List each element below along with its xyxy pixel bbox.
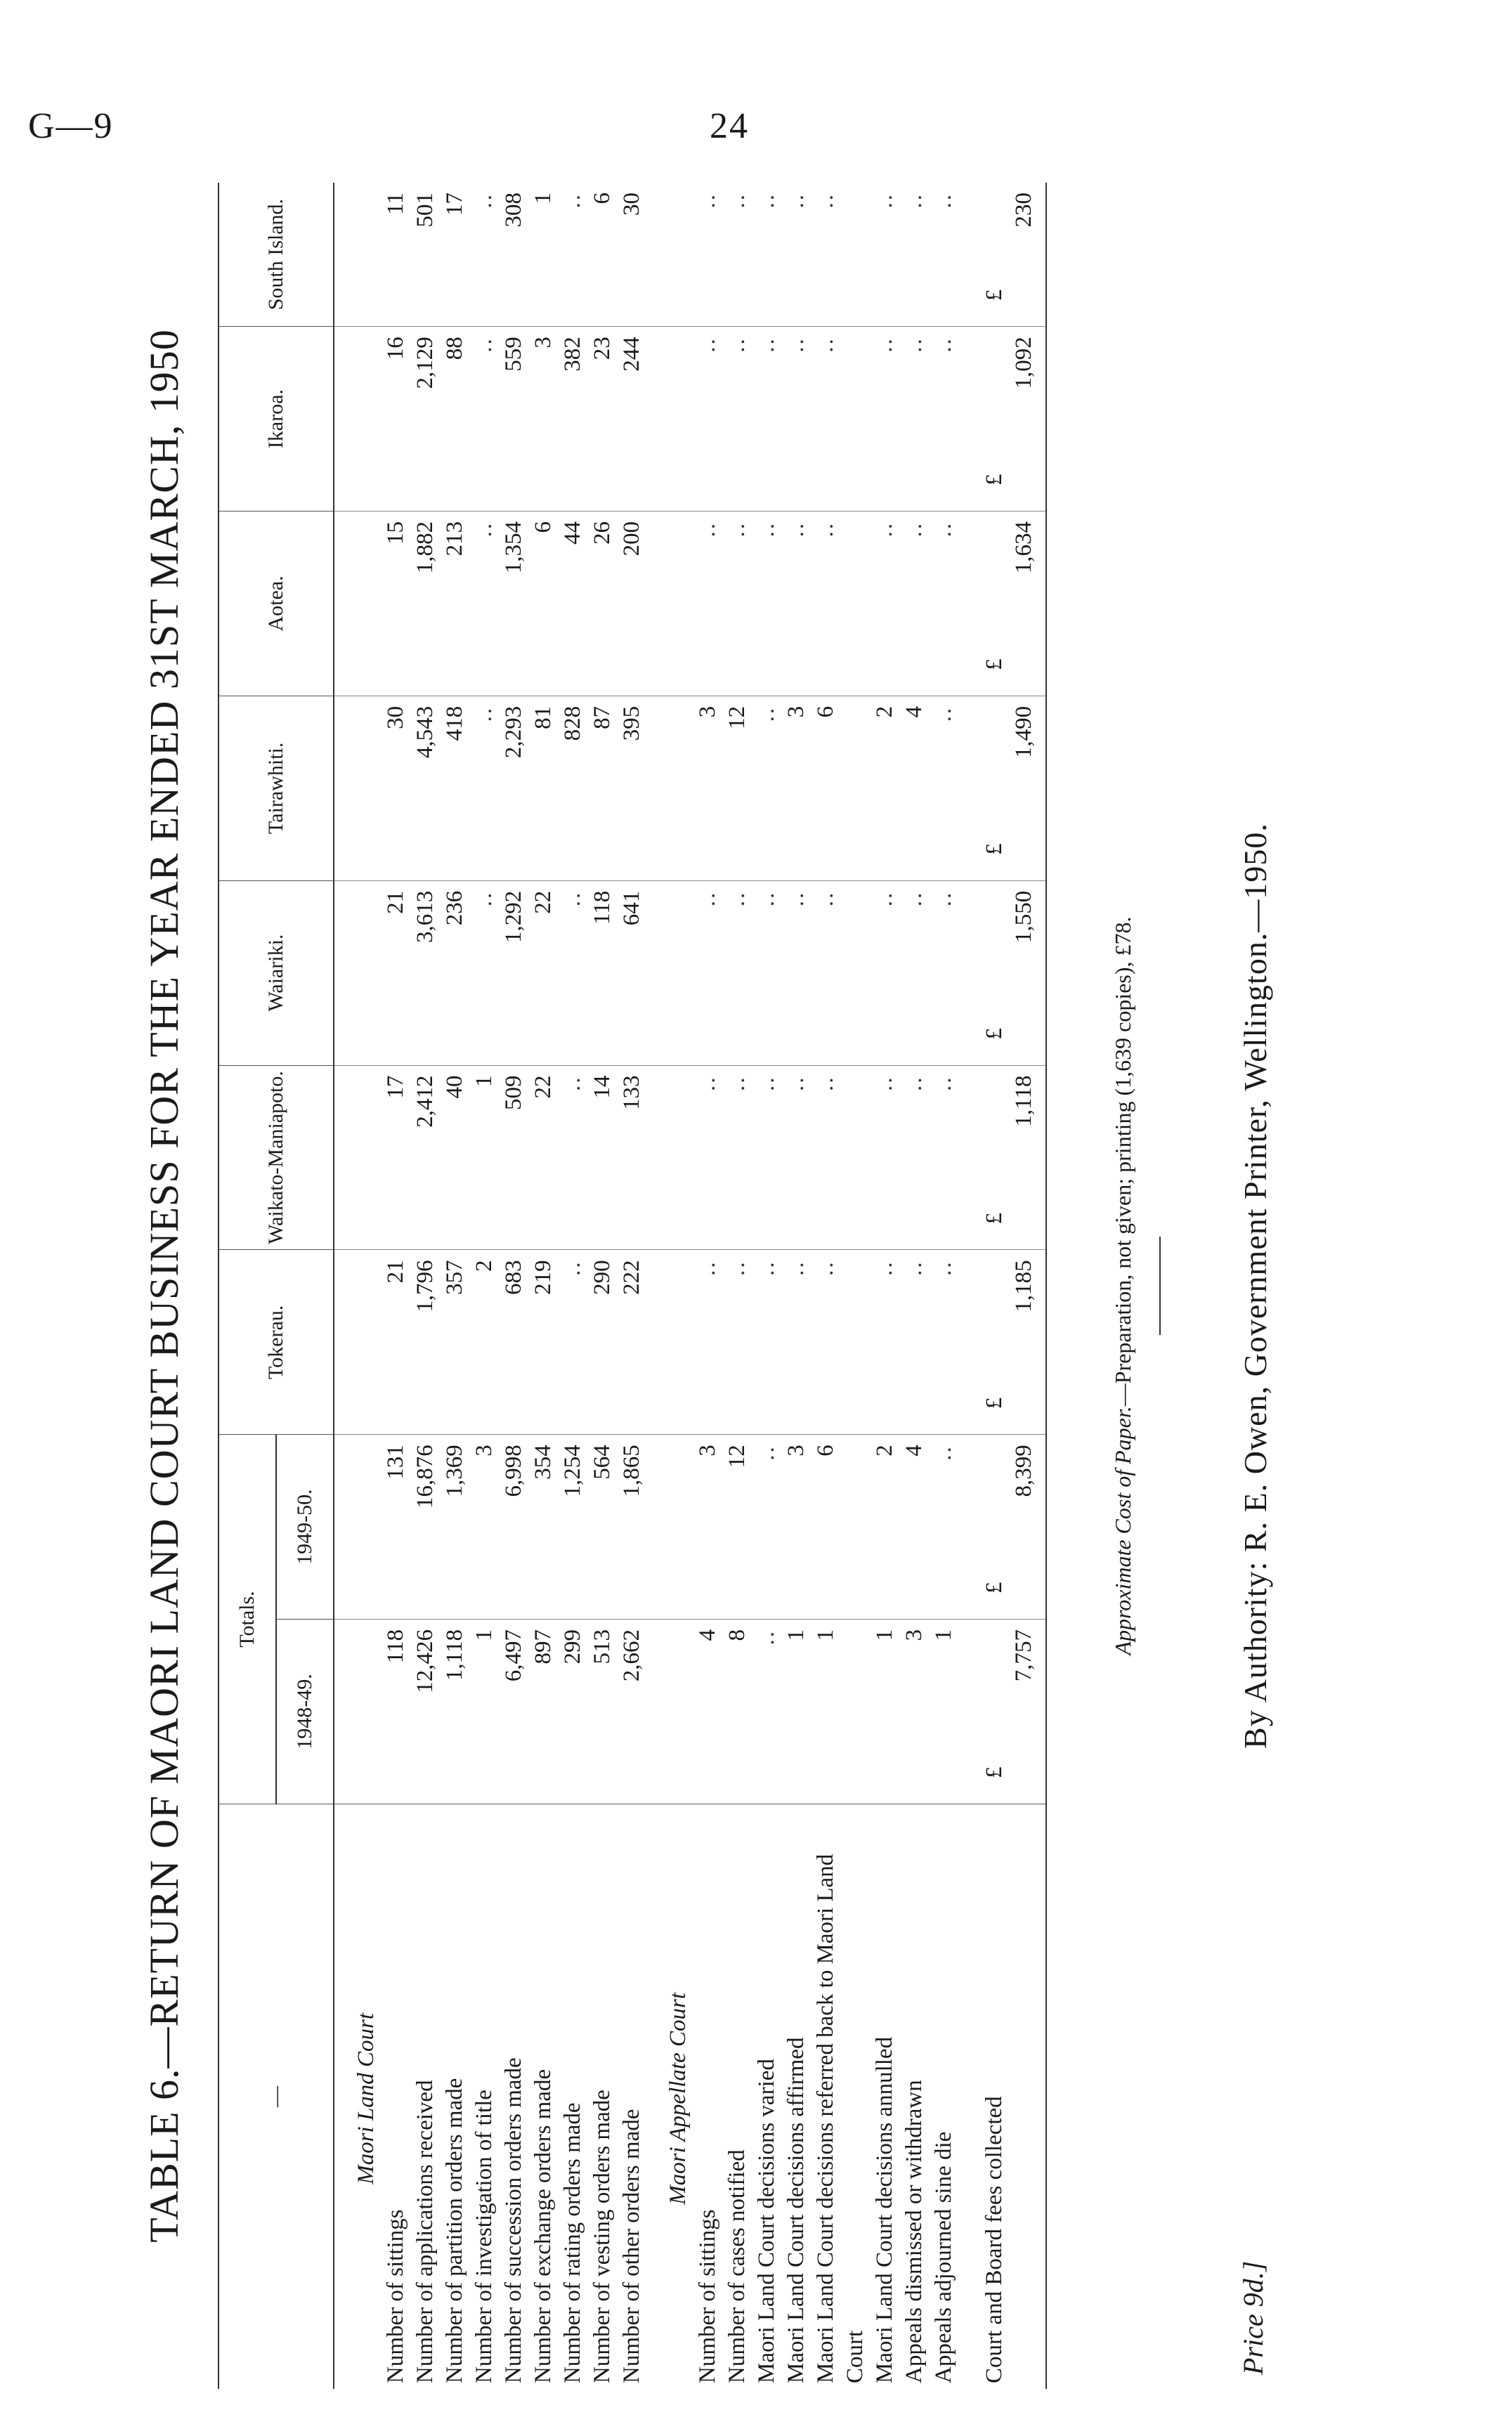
table-cell: .. [722, 1250, 752, 1435]
table-cell: .. [929, 880, 958, 1065]
table-cell: 1,292 [499, 880, 528, 1065]
table-cell: 299 [558, 1620, 587, 1804]
row-label: Number of vesting orders made [587, 1804, 617, 2389]
table-cell: 133 [617, 1065, 646, 1250]
table-cell: 131 [381, 1435, 410, 1620]
table-cell: .. [872, 193, 897, 209]
table-cell: .. [781, 1250, 811, 1435]
empty-cell [958, 880, 979, 1065]
table-cell: .. [929, 696, 958, 880]
fee-value: 1,092 [1011, 337, 1036, 389]
row-label: Number of sittings [693, 1804, 722, 2389]
table-cell: 22 [528, 880, 558, 1065]
empty-cell [646, 1065, 693, 1250]
table-cell: 244 [617, 327, 646, 512]
table-cell: 1 [469, 1065, 499, 1250]
page-reference: G—9 [28, 106, 114, 146]
table-cell: .. [558, 880, 587, 1065]
table-cell: .. [870, 1065, 899, 1250]
table-cell: 44 [558, 512, 587, 696]
table-row [929, 183, 958, 2389]
table-cell: .. [781, 880, 811, 1065]
empty-cell [646, 1250, 693, 1435]
table-cell: 1 [811, 1620, 870, 1804]
empty-cell [646, 696, 693, 880]
table-cell: .. [469, 880, 499, 1065]
empty-cell [646, 1435, 693, 1620]
table-cell: .. [693, 327, 722, 512]
pound-sign: £ [982, 289, 1007, 301]
table-cell: .. [752, 1435, 781, 1620]
empty-cell [334, 1065, 381, 1250]
section-heading-row [646, 183, 693, 2389]
fee-value: 8,399 [1011, 1445, 1036, 1497]
table-cell: 219 [528, 1250, 558, 1435]
row-label: Court and Board fees collected [979, 1804, 1046, 2389]
table-cell: .. [899, 1065, 929, 1250]
fee-cell [979, 183, 1046, 327]
table-cell: .. [781, 327, 811, 512]
table-cell: .. [752, 512, 781, 696]
table-cell: 2,412 [410, 1065, 440, 1250]
table-cell: .. [899, 880, 929, 1065]
table-cell: 12,426 [410, 1620, 440, 1804]
row-label: Maori Land Court decisions annulled [870, 1804, 899, 2389]
table-row [617, 183, 646, 2389]
table-cell: 395 [617, 696, 646, 880]
table-cell: .. [870, 1250, 899, 1435]
table-cell: .. [899, 327, 929, 512]
pound-sign: £ [982, 843, 1007, 855]
column-header-tairawhiti: Tairawhiti. [219, 696, 334, 880]
row-label: Number of exchange orders made [528, 1804, 558, 2389]
table-cell: 17 [442, 193, 467, 216]
table-cell: .. [811, 327, 870, 512]
table-cell: 1,369 [440, 1435, 469, 1620]
table-cell: .. [929, 512, 958, 696]
pound-sign: £ [982, 1397, 1007, 1409]
empty-cell [958, 1250, 979, 1435]
table-cell: 26 [587, 512, 617, 696]
fee-value: 1,490 [1011, 705, 1036, 759]
table-cell: .. [870, 512, 899, 696]
table-cell: .. [693, 1250, 722, 1435]
table-cell: 14 [587, 1065, 617, 1250]
empty-cell [646, 183, 693, 327]
table-row [899, 183, 929, 2389]
table-row [410, 183, 440, 2389]
pound-sign: £ [982, 1028, 1007, 1040]
table-cell: 513 [587, 1620, 617, 1804]
column-header-1948-49: 1948-49. [276, 1620, 334, 1804]
table-cell: .. [471, 193, 497, 209]
table-cell: 8 [722, 1620, 752, 1804]
table-cell: 418 [440, 696, 469, 880]
row-label: Number of succession orders made [499, 1804, 528, 2389]
section-heading: Maori Land Court [334, 1804, 381, 2389]
table-cell: .. [469, 327, 499, 512]
table-cell: 559 [499, 327, 528, 512]
table-row [558, 183, 587, 2389]
empty-cell [646, 327, 693, 512]
table-cell: .. [469, 696, 499, 880]
section-heading-row [334, 183, 381, 2389]
table-cell: .. [870, 327, 899, 512]
table-cell: .. [693, 880, 722, 1065]
footer-rule [1159, 1237, 1161, 1335]
table-cell: .. [469, 512, 499, 696]
table-cell: 897 [528, 1620, 558, 1804]
table-cell: 3 [693, 696, 722, 880]
table-cell: .. [754, 193, 779, 209]
table-cell: 12 [722, 696, 752, 880]
fee-value: 1,634 [1011, 521, 1036, 574]
table-row [381, 183, 410, 2389]
empty-cell [958, 1620, 979, 1804]
table-cell: .. [811, 512, 870, 696]
table-cell: 4,543 [410, 696, 440, 880]
table-cell: .. [811, 880, 870, 1065]
table-cell: 17 [381, 1065, 410, 1250]
spacer-row [958, 183, 979, 2389]
table-cell: 21 [381, 880, 410, 1065]
table-cell: 2 [870, 1435, 899, 1620]
section-heading: Maori Appellate Court [646, 1804, 693, 2389]
table-cell: 3 [781, 696, 811, 880]
table-cell: 357 [440, 1250, 469, 1435]
table-cell: 4 [899, 696, 929, 880]
table-row [811, 183, 870, 2389]
table-body [334, 183, 1046, 2389]
table-cell: 1 [781, 1620, 811, 1804]
table-cell: 213 [440, 512, 469, 696]
empty-cell [334, 183, 381, 327]
table-cell: 382 [558, 327, 587, 512]
table-row [469, 183, 499, 2389]
table-cell: .. [811, 1065, 870, 1250]
table-cell: .. [899, 1250, 929, 1435]
empty-cell [334, 1620, 381, 1804]
table-cell: .. [752, 1250, 781, 1435]
rotated-page [141, 183, 1391, 2389]
table-cell: 6,998 [499, 1435, 528, 1620]
table-cell: 3 [781, 1435, 811, 1620]
column-header-waikato: Waikato-Maniapoto. [219, 1065, 334, 1250]
table-cell: 290 [587, 1250, 617, 1435]
pound-sign: £ [982, 1212, 1007, 1225]
row-label: Appeals dismissed or withdrawn [899, 1804, 929, 2389]
table-cell: .. [929, 1065, 958, 1250]
column-header-south-island: South Island. [219, 183, 334, 327]
column-header-waiariki: Waiariki. [219, 880, 334, 1065]
table-cell: 564 [587, 1435, 617, 1620]
fee-cell [979, 1620, 1046, 1804]
table-cell: 1,882 [410, 512, 440, 696]
row-label: Maori Land Court decisions affirmed [781, 1804, 811, 2389]
row-label: Appeals adjourned sine die [929, 1804, 958, 2389]
table-cell: .. [811, 1250, 870, 1435]
table-cell: 6 [811, 1435, 870, 1620]
empty-cell [958, 512, 979, 696]
table-cell: 22 [528, 1065, 558, 1250]
empty-cell [646, 1620, 693, 1804]
table-cell: 1,796 [410, 1250, 440, 1435]
table-cell: .. [899, 512, 929, 696]
table-cell: .. [558, 1065, 587, 1250]
row-label: Number of cases notified [722, 1804, 752, 2389]
pound-sign: £ [982, 658, 1007, 670]
row-label: Maori Land Court decisions varied [752, 1804, 781, 2389]
empty-cell [334, 880, 381, 1065]
table-cell: 87 [587, 696, 617, 880]
table-cell: .. [901, 193, 927, 209]
table-cell: 3 [528, 327, 558, 512]
table-cell: 3 [469, 1435, 499, 1620]
column-header-ikaroa: Ikaroa. [219, 327, 334, 512]
table-cell: .. [813, 193, 838, 209]
column-header-tokerau: Tokerau. [219, 1250, 334, 1435]
table-cell: 3 [899, 1620, 929, 1804]
table-cell: .. [722, 327, 752, 512]
table-cell: .. [752, 1065, 781, 1250]
table-cell: .. [931, 193, 956, 209]
empty-cell [958, 1065, 979, 1250]
cost-label: Approximate Cost of Paper. [1110, 1406, 1135, 1655]
table-cell: 1 [929, 1620, 958, 1804]
table-cell: 2 [469, 1250, 499, 1435]
pound-sign: £ [982, 474, 1007, 486]
table-cell: .. [781, 1065, 811, 1250]
table-cell: 6 [589, 193, 615, 204]
table-row [440, 183, 469, 2389]
table-cell: 1,865 [617, 1435, 646, 1620]
table-cell: 1,254 [558, 1435, 587, 1620]
row-label: Number of investigation of title [469, 1804, 499, 2389]
empty-cell [334, 1250, 381, 1435]
fee-value: 230 [1011, 193, 1036, 228]
fee-cell [979, 1435, 1046, 1620]
pound-sign: £ [982, 1766, 1007, 1778]
totals-header: Totals. [219, 1435, 276, 1804]
table-cell: .. [752, 327, 781, 512]
table-cell: .. [722, 512, 752, 696]
fee-value: 1,118 [1011, 1075, 1036, 1127]
table-cell: 1 [469, 1620, 499, 1804]
authority-line: By Authority: R. E. Owen, Government Printer, Wellington.—1950. [1237, 823, 1273, 1749]
empty-cell [958, 183, 979, 327]
cost-text: —Preparation, not given; printing (1,639 copies), £78. [1110, 916, 1135, 1407]
table-cell: 3 [693, 1435, 722, 1620]
table-cell: .. [560, 193, 585, 209]
row-label: Number of sittings [381, 1804, 410, 2389]
table-cell: .. [724, 193, 750, 209]
table-cell: 2,662 [617, 1620, 646, 1804]
fee-cell [979, 512, 1046, 696]
table-cell: 828 [558, 696, 587, 880]
table-cell: 236 [440, 880, 469, 1065]
table-row [693, 183, 722, 2389]
table-cell: 1,118 [440, 1620, 469, 1804]
empty-cell [646, 880, 693, 1065]
row-label: Number of rating orders made [558, 1804, 587, 2389]
table-cell: 40 [440, 1065, 469, 1250]
table-cell: 81 [528, 696, 558, 880]
table-cell: .. [558, 1250, 587, 1435]
table-cell: 6,497 [499, 1620, 528, 1804]
fee-cell [979, 696, 1046, 880]
row-label: Number of other orders made [617, 1804, 646, 2389]
table-cell: 21 [381, 1250, 410, 1435]
table-row [587, 183, 617, 2389]
table-cell: 3,613 [410, 880, 440, 1065]
empty-cell [958, 327, 979, 512]
empty-cell [334, 327, 381, 512]
table-cell: 30 [381, 696, 410, 880]
empty-cell [334, 696, 381, 880]
table-cell: .. [781, 512, 811, 696]
row-label: Number of partition orders made [440, 1804, 469, 2389]
table-cell: .. [929, 1435, 958, 1620]
table-cell: 354 [528, 1435, 558, 1620]
table-cell: 16 [381, 327, 410, 512]
table-row [752, 183, 781, 2389]
table-cell: 509 [499, 1065, 528, 1250]
table-cell: .. [870, 880, 899, 1065]
empty-cell [958, 696, 979, 880]
table-cell: 2,129 [410, 327, 440, 512]
table-cell: 6 [528, 512, 558, 696]
table-cell: 4 [899, 1435, 929, 1620]
table-cell: .. [929, 327, 958, 512]
table-cell: .. [693, 512, 722, 696]
table-cell: 16,876 [410, 1435, 440, 1620]
table-cell: .. [752, 1620, 781, 1804]
table-cell: .. [722, 880, 752, 1065]
table-cell: 118 [381, 1620, 410, 1804]
fee-cell [979, 1250, 1046, 1435]
table-cell: 118 [587, 880, 617, 1065]
table-cell: .. [752, 696, 781, 880]
table-cell: .. [929, 1250, 958, 1435]
table-cell: .. [693, 1065, 722, 1250]
table-cell: .. [695, 193, 720, 209]
table-cell: .. [722, 1065, 752, 1250]
table-cell: .. [783, 193, 809, 209]
fee-value: 1,185 [1011, 1260, 1036, 1313]
fee-cell [979, 880, 1046, 1065]
table-cell: 1 [530, 193, 556, 204]
corner-header: — [219, 1804, 334, 2389]
empty-cell [958, 1435, 979, 1620]
table-cell: 88 [440, 327, 469, 512]
table-row [870, 183, 899, 2389]
table-row [722, 183, 752, 2389]
table-title: TABLE 6.—RETURN OF MAORI LAND COURT BUSINESS FOR THE YEAR ENDED 31ST MARCH, 1950 [141, 329, 187, 2243]
fee-cell [979, 327, 1046, 512]
table-cell: 23 [587, 327, 617, 512]
column-header-aotea: Aotea. [219, 512, 334, 696]
table-cell: 6 [811, 696, 870, 880]
table-cell: 11 [383, 193, 408, 215]
table-cell: 4 [693, 1620, 722, 1804]
price: Price 9d.] [1237, 2260, 1269, 2375]
fee-value: 1,550 [1011, 890, 1036, 943]
row-label: Number of applications received [410, 1804, 440, 2389]
empty-cell [334, 512, 381, 696]
table-cell: 1,354 [499, 512, 528, 696]
spacer-cell [958, 1804, 979, 2389]
fee-cell [979, 1065, 1046, 1250]
pound-sign: £ [982, 1582, 1007, 1594]
empty-cell [646, 512, 693, 696]
page-number: 24 [710, 106, 749, 146]
fee-value: 7,757 [1011, 1629, 1036, 1682]
table-row [528, 183, 558, 2389]
table-cell: 12 [722, 1435, 752, 1620]
table-cell: 683 [499, 1250, 528, 1435]
fees-row [979, 183, 1046, 2389]
table-cell: 15 [381, 512, 410, 696]
empty-cell [334, 1435, 381, 1620]
court-business-table [218, 183, 1047, 2389]
row-label: Maori Land Court decisions referred back to Maori Land Court [811, 1804, 870, 2389]
table-cell: 2,293 [499, 696, 528, 880]
cost-note [1110, 183, 1136, 2389]
column-header-1949-50: 1949-50. [276, 1435, 334, 1620]
table-cell: 30 [619, 193, 644, 216]
table-cell: 1 [870, 1620, 899, 1804]
table-cell: 200 [617, 512, 646, 696]
table-cell: 308 [501, 193, 526, 228]
table-cell: .. [752, 880, 781, 1065]
table-row [781, 183, 811, 2389]
table-row [499, 183, 528, 2389]
table-cell: 501 [412, 193, 438, 228]
table-cell: 222 [617, 1250, 646, 1435]
table-cell: 2 [870, 696, 899, 880]
table-cell: 641 [617, 880, 646, 1065]
